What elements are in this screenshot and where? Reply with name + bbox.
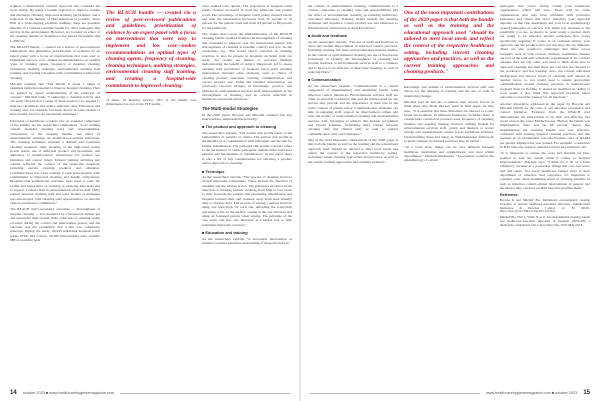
references [500, 193, 590, 227]
body-paragraph: knowledge and attitude of environmental services staff also allows for the tailoring of training and the use of audit in monitoring change. [404, 84, 494, 98]
footer-text: www.healthcarehygienemagazine.com ■ october 2023 [485, 391, 578, 395]
body-paragraph: were audited were quieter. The proportion of frequent touch points cleaned increased in both the bathroom and patient room. The percentage of frequent touch points cleaned before and after the intervention increased from 55 percent to 76 percent for the patient room and from 64 percent to 80 percent for the bathroom. [202, 4, 292, 30]
footer-rule [310, 393, 480, 394]
body-paragraph: the context of environmental cleaning, communication is a critical component to cleaning roles and responsibilities and the effect of environmental cleaning on reducing healthcare-associated infections. Training should include the cleaning technique and sequence, correct product use and adherence to manufacturers' instructions as described above." [308, 4, 398, 30]
body-paragraph: Mitchell says he and his co-authors kept several factors in mind when they made this key point in their paper. As they note, "It is essential that these initiatives are tailored to a risk-based environment. In different healthcare facilities, there is considerable variation in products used, frequency of cleaning, baseline and ongoing training received, staffing models for environmental services staff, policy and markers to accept change and organizational culture across healthcare facilities. Understanding these and using an implementation framework to guide changes in cleaning practices may be useful." [404, 99, 494, 144]
pull-quote-text: One of the most important contributions of the 2020 paper is that both the bundle as well as the training and the educational approach used "should be tailored to meet local needs and reflect the context of the respective healthcare setting, including current cleaning approaches and practices, as well as the current training approaches and cleaning products." [404, 10, 494, 76]
body-paragraph: "At a local level, things can be very different between healthcare institutions and organizations, and even within departments," Mitchell emphasizes. "An example would be the epidemiology of certain [404, 145, 494, 163]
body-paragraph: Another imperative addressed in the paper by Browne and Mitchell (2020) are the costs of any infection prevention and control initiative. Evidence from the REACH trial demonstrated the intervention to be both cost-effective and saved on bed-day costs. Mitchell notes, "Before the bundle was implemented, there was an 88 percent chance that implementing the cleaning bundle was cost effective, compared with existing hospital cleaning practices, and this resulted in an incremental cost-effectiveness ratio of $4,484 per quality-adjusted life year gained. For example, a reduction in HAI rates also leads to patient bed days and antibiotic use. [500, 101, 590, 149]
body-paragraph: As the researchers explain, "The process of cleaning involves several important components. These include the direction of cleaning and the wiping action. The principles involved in the direction of cleaning include cleaning from high to low, clean to dirty (towards the patient; this preventing transmission and frequent touched sites, and cleaning away from least visually dirty to obvious dirty. The process of wiping a surface involves using one wipe/cloth for each site, unfolding the wipe/cloth and using it flat on the surface, wiping in the one direction and using an S-shaped pattern when wiping. The principle of the 'one wipe, one site, one direction' is a useful way to help remember important concepts." [202, 175, 292, 227]
body-paragraph: Education of healthcare workers was an essential component of the bundle. As the researchers emphasized, "Core training content included cleaning roles and responsibilities, components of the cleaning bundle, and effect of environmental cleaning on healthcare-associated infections. The cleaning technique included a defined and consistent cleaning sequence, daily cleaning of the high-touch points (touch points, use of sufficient product and movement, and adherence to manufacturers' instructions for product use (dilutions and contact time). Tailored training activities and content reflected the context of the respective hospitals, including current cleaning products and schedules. Communication was a key strategy to raise intra-hospital wide commitment to improved cleaning and handle components. Hospital-wide promotional activities were used to raise the profile and importance of cleaning in reducing infections and to support a culture shift in environmental services staff. Daily contact between cleaning staff and ward leaders or managers was encouraged, with cleaning staff representation on relevant clinical governance committees." [10, 118, 100, 206]
body-paragraph: In the 2020 paper, Browne and Mitchell outlined five key interventions, summarized here briefly: [202, 112, 292, 121]
right-footer [300, 388, 600, 398]
subsection-heading: ■ The product and approach to cleaning [202, 124, 277, 130]
section-heading: The Multi-modal Strategies [202, 105, 259, 111]
body-paragraph: As the researchers explain, "A successful intervention or initiative requires education and training of those involved in [202, 236, 292, 245]
subsection-heading: ■ Technique [202, 168, 225, 174]
body-paragraph: requires a multi-modal, tailored approach that considers the local setting. By using a bundle approach to improve routine and discharge cleaning, improved cleaning performance and a reduction in the number of HAI infections is possible. Since HAI is a wide-ranging problem, auditing, there are potential benefits of a tailored cleaning bundle for other pathogens that survive in the environment. However, we focused on effect of the cleaning bundle on Staphylococcus aureus bacteremia and C.difficile. [10, 4, 100, 43]
pull-quote-text: The REACH bundle — created via a review of peer-reviewed publications and guidelines, prioritization of evidence by an expert panel with a focus on interventions that were easy to implement and low cost—makes recommendations on optimal types of cleaning agents, frequency of cleaning, cleaning techniques, auditing strategies, environmental cleaning staff training, and creating a hospital-wide commitment to improved cleaning. [106, 10, 196, 89]
reference-1: Browne K and Mitchell BG. Multimodal environmental cleaning strategies to prevent healthcare-associated infections. Antimicrobial Resistance & Infection Control. 12, 83 (2023). https://doi.org/10.1186/s13756-023-01274-6 [500, 197, 590, 214]
body-paragraph: of these, 16 hospital service, 78% of the bundle was implemented as part of the FTP audits. [106, 98, 196, 107]
subsection-heading: ■ Audit and feedback [308, 33, 348, 39]
right-page [300, 0, 600, 401]
body-paragraph: The researchers explain, "The patient risk profile refers to the vulnerability of patients or clients. The surface risk profile is the likelihood of contamination with pathogens and the risk for further transmission. The pathogen risk profile concepts refers to the persistence of viable pathogens, antimicrobial resistance patterns and mechanisms of transmission." In the paper, there is also a list of key considerations for selecting a product and/or approach to cleaning." [202, 130, 292, 166]
reference-2: Mitchell BG, Hall L, White N, et al. An environmental cleaning bundle and health-care-associated infections in hospitals (REACH): a multicentre, randomised trial. Lancet Infect Dis. 2019;19(4):410-8. [500, 215, 590, 227]
subsection-heading: ■ Education and training [202, 230, 248, 236]
pull-quote [404, 6, 494, 80]
body-paragraph: The REACH bundle — created via a review of peer-reviewed publications and guidelines, prioritization of evidence by an expert panel with a focus on interventions that were easy to implement and low cost—makes recommendations on optimal types of cleaning agents, frequency of cleaning, cleaning techniques, auditing strategies, environmental cleaning staff training, and creating a hospital-wide commitment to improved cleaning. [10, 45, 100, 80]
left-footer [0, 388, 300, 398]
body-paragraph: "It is important to ensure the costs and benefits are fine-grained to fuel the punch when it comes to hospital improvements," Mitchell says. "I think it's a bit of a false efficiency, because as a profession, things that cost and work, and add value. Not every healthcare budget ways to their department of infection lead outcomes; it's important to consider costs when examining stress of cleaning bundles, as well as infection control-related interventions in general and the impact they can have on HAI rates that justifies them." [500, 151, 590, 191]
right-col-3 [500, 4, 590, 385]
body-paragraph: As the researchers explain, "The use of audit and feedback to drive and sustain improvement in infection control practices, including cleaning, has been well documented in many studies. In the context of environmental cleaning, the use of fluorescent technology to identify the thoroughness of cleaning and provide feedback to environmental services staff is a common and is known to be effective at improving cleaning, as well as reducing HAIs." [308, 39, 398, 74]
footer-rule [120, 393, 290, 394]
page-number: 14 [10, 390, 17, 396]
body-paragraph: pathogens that you're facing within your healthcare organization, which will vary. There will be some organizations that may have problems with particular pathogens and others that don't. Selecting your approach depends on that risk assessment and your local epidemiology around pathogens of concern. You might pay attention to the possibility you use, so there's no point using a product that's not going to be effective against pathogens that you're specifically targeting. If you're in an outbreak setting, your approach and the products that you use may also be different. There are also workforce challenges that differ across hospitals, such as with contract cleaners; sometimes cleaners are part of the paid staff within the organization; if it's contract cleaners they are any other, you need to think about how to approach cleaning and then there are cost that are relevant to the workforce and the training. Also, the current education background and literacy levels of cleaning staff should be another factor, so you would need to ensure appropriate communication around cleaning practices. A multi-faceted program must be flexible. It should be modified according to local needs. I also think that approach produces better outcomes so tread the journey for all involved." [500, 4, 590, 100]
body-paragraph: One of the most important contributions of the 2020 paper is that both the bundle as well as the training and the educational approach used "should be tailored to meet local needs and reflect the context of the respective healthcare setting, including current cleaning approaches and practices, as well as the current training approaches and cleaning products." [308, 137, 398, 164]
pull-quote [106, 6, 196, 93]
subsection-heading: ■ Communication [308, 77, 341, 83]
body-paragraph: Mitchell explains that "The bundle is about a range of treatment initiatives needed to improve hospital cleaning. They are guided by expert understanding of the pathways of concern." Mitchell adds, "Conducting a cleaning activity and our study showed that a range of these needed to be applied to improve cleanliness and reduce infection rates. Education and training also, for example, has been shown in some studies to have benefit, but it is not necessarily sustained." [10, 81, 100, 117]
right-col-2 [404, 4, 494, 385]
left-col-3 [202, 4, 292, 385]
page-number: 15 [583, 390, 590, 396]
left-col-1 [10, 4, 100, 385]
gutter [299, 0, 301, 401]
body-paragraph: The results here report the implementation of the REACH cleaning bundle resulted in improved thoroughness of cleaning that continued to improve over the intervention period. The thoroughness of cleaning at baseline control) was low. As the researchers say, "We would expect variation in cleaning practices to also be present in hospitals excluded from our study, but results are similar to previous findings demonstrating the benefit of using a fluorescent gel to assess cleaning with prevalence of frequent touch point cleaning intervention included other elements, such as choice of cleaning product, education, training, communication, and correct product use. Using the bundled intervention, we previously reported changes in knowledge, practice, and attitudes in environmental services staff, improvements in the thoroughness of cleaning, and an overall reduction in healthcare-associated infections." [202, 32, 292, 102]
body-paragraph: The REACH trial's secondary outcomes — thoroughness of hospital cleaning — was measured by a fluorescent marker gel and ultraviolet light system. Data collection of cleaning audits occurred during the control and intervention period, and the outcome was the probability that a site was completely removed. During the study, 29,433 individual frequent touch points (FTP, 184 control, 20,389 intervention) were audited, 688 of available beds [10, 207, 100, 242]
body-paragraph: As the researchers explain, "Communication is a critical component of implementing and sustaining family wide infection control initiatives. Environmental services staff are often an invisible workforce; that and the limited need for the service they provide and the importance of their role in the wider context of patient safety. Communication strategies can help in engaging staff, support an improvement culture and raise the profile of environmental cleaning and environmental services staff. Strategies to achieve this include recognition and reward schemes, facilitating daily contact between cleaning staff and clinical staff, as well as regular communication with ward managers." [308, 83, 398, 136]
right-col-1 [308, 4, 398, 385]
references-title: Reference: [500, 193, 519, 198]
footer-text: october 2023 ■ www.healthcarehygienemagazine.com [22, 391, 115, 395]
right-col-3-body [500, 4, 590, 190]
left-col-2 [106, 4, 196, 385]
